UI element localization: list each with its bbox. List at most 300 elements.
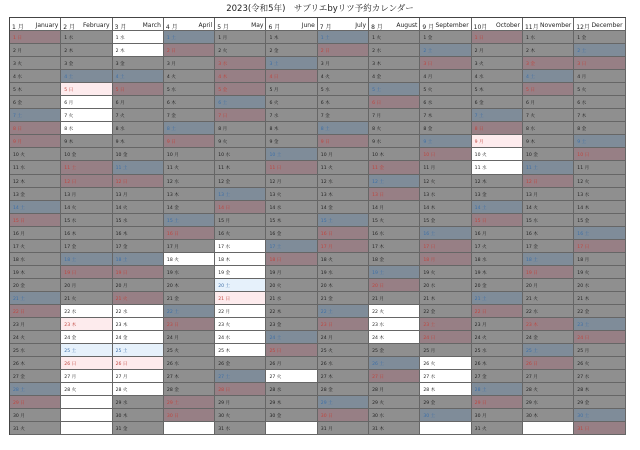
day-cell[interactable] (61, 331, 112, 344)
day-cell[interactable] (215, 357, 266, 370)
day-cell[interactable] (61, 188, 112, 201)
day-cell[interactable] (523, 370, 574, 383)
day-cell[interactable] (266, 266, 317, 279)
day-cell[interactable] (523, 161, 574, 174)
day-cell[interactable] (369, 31, 420, 44)
day-cell[interactable] (574, 240, 625, 253)
day-cell[interactable] (472, 383, 523, 396)
day-cell[interactable] (574, 253, 625, 266)
day-cell[interactable] (10, 148, 61, 161)
day-cell[interactable] (61, 83, 112, 96)
day-cell[interactable] (523, 96, 574, 109)
day-cell[interactable] (318, 422, 369, 435)
day-cell[interactable] (318, 331, 369, 344)
day-cell[interactable] (420, 83, 471, 96)
day-cell[interactable] (369, 253, 420, 266)
day-cell[interactable] (266, 83, 317, 96)
day-cell[interactable] (472, 318, 523, 331)
day-cell[interactable] (164, 292, 215, 305)
day-cell[interactable] (574, 175, 625, 188)
day-cell[interactable] (61, 357, 112, 370)
day-cell[interactable] (61, 122, 112, 135)
day-cell[interactable] (369, 148, 420, 161)
day-cell[interactable] (164, 344, 215, 357)
day-cell[interactable] (318, 396, 369, 409)
day-cell[interactable] (164, 331, 215, 344)
day-cell[interactable] (420, 357, 471, 370)
day-cell[interactable] (215, 279, 266, 292)
day-cell[interactable] (472, 266, 523, 279)
day-cell[interactable] (523, 318, 574, 331)
day-cell[interactable] (266, 109, 317, 122)
day-cell[interactable] (574, 344, 625, 357)
day-cell[interactable] (369, 214, 420, 227)
day-cell[interactable] (164, 70, 215, 83)
day-cell[interactable] (472, 331, 523, 344)
day-cell[interactable] (420, 396, 471, 409)
day-cell[interactable] (369, 96, 420, 109)
day-cell[interactable] (164, 109, 215, 122)
day-cell[interactable] (472, 344, 523, 357)
day-cell[interactable] (318, 83, 369, 96)
day-cell[interactable] (10, 214, 61, 227)
day-cell[interactable] (318, 240, 369, 253)
day-cell[interactable] (113, 292, 164, 305)
day-cell[interactable] (523, 279, 574, 292)
day-cell[interactable] (574, 161, 625, 174)
day-cell[interactable] (318, 148, 369, 161)
day-cell[interactable] (164, 96, 215, 109)
day-cell[interactable] (420, 109, 471, 122)
day-cell[interactable] (523, 305, 574, 318)
day-cell[interactable] (369, 370, 420, 383)
day-cell[interactable] (10, 122, 61, 135)
day-cell[interactable] (318, 344, 369, 357)
day-cell[interactable] (113, 161, 164, 174)
day-cell[interactable] (523, 83, 574, 96)
day-cell[interactable] (266, 370, 317, 383)
day-cell[interactable] (266, 70, 317, 83)
day-cell[interactable] (523, 188, 574, 201)
day-cell[interactable] (369, 188, 420, 201)
day-cell[interactable] (164, 83, 215, 96)
day-cell[interactable] (574, 44, 625, 57)
day-cell[interactable] (61, 240, 112, 253)
day-cell[interactable] (523, 383, 574, 396)
day-cell[interactable] (215, 44, 266, 57)
day-cell[interactable] (113, 305, 164, 318)
day-cell[interactable] (10, 409, 61, 422)
day-cell[interactable] (318, 161, 369, 174)
day-cell[interactable] (574, 57, 625, 70)
day-cell[interactable] (215, 344, 266, 357)
day-cell[interactable] (318, 109, 369, 122)
day-cell[interactable] (574, 31, 625, 44)
day-cell[interactable] (318, 57, 369, 70)
day-cell[interactable] (266, 188, 317, 201)
day-cell[interactable] (215, 31, 266, 44)
day-cell[interactable] (113, 370, 164, 383)
day-cell[interactable] (61, 214, 112, 227)
day-cell[interactable] (61, 383, 112, 396)
day-cell[interactable] (61, 318, 112, 331)
day-cell[interactable] (369, 227, 420, 240)
day-cell[interactable] (369, 44, 420, 57)
day-cell[interactable] (472, 305, 523, 318)
day-cell[interactable] (420, 148, 471, 161)
day-cell[interactable] (113, 279, 164, 292)
day-cell[interactable] (10, 383, 61, 396)
day-cell[interactable] (472, 292, 523, 305)
day-cell[interactable] (113, 318, 164, 331)
day-cell[interactable] (574, 148, 625, 161)
day-cell[interactable] (574, 135, 625, 148)
day-cell[interactable] (113, 409, 164, 422)
day-cell[interactable] (215, 96, 266, 109)
day-cell[interactable] (113, 253, 164, 266)
day-cell[interactable] (574, 279, 625, 292)
day-cell[interactable] (420, 292, 471, 305)
day-cell[interactable] (215, 57, 266, 70)
day-cell[interactable] (472, 96, 523, 109)
day-cell[interactable] (266, 383, 317, 396)
day-cell[interactable] (164, 240, 215, 253)
day-cell[interactable] (164, 266, 215, 279)
day-cell[interactable] (420, 70, 471, 83)
day-cell[interactable] (318, 409, 369, 422)
day-cell[interactable] (523, 148, 574, 161)
day-cell[interactable] (215, 396, 266, 409)
day-cell[interactable] (318, 96, 369, 109)
day-cell[interactable] (523, 214, 574, 227)
day-cell[interactable] (369, 344, 420, 357)
day-cell[interactable] (420, 370, 471, 383)
day-cell[interactable] (61, 70, 112, 83)
day-cell[interactable] (10, 305, 61, 318)
day-cell[interactable] (574, 266, 625, 279)
day-cell[interactable] (10, 422, 61, 435)
day-cell[interactable] (215, 409, 266, 422)
day-cell[interactable] (523, 135, 574, 148)
day-cell[interactable] (266, 331, 317, 344)
day-cell[interactable] (266, 344, 317, 357)
day-cell[interactable] (420, 161, 471, 174)
day-cell[interactable] (61, 109, 112, 122)
day-cell[interactable] (369, 318, 420, 331)
day-cell[interactable] (523, 31, 574, 44)
day-cell[interactable] (574, 357, 625, 370)
day-cell[interactable] (523, 409, 574, 422)
day-cell[interactable] (472, 83, 523, 96)
day-cell[interactable] (10, 227, 61, 240)
day-cell[interactable] (574, 331, 625, 344)
day-cell[interactable] (472, 135, 523, 148)
day-cell[interactable] (369, 57, 420, 70)
day-cell[interactable] (113, 70, 164, 83)
day-cell[interactable] (472, 175, 523, 188)
day-cell[interactable] (369, 279, 420, 292)
day-cell[interactable] (215, 148, 266, 161)
day-cell[interactable] (420, 240, 471, 253)
day-cell[interactable] (113, 383, 164, 396)
day-cell[interactable] (164, 305, 215, 318)
day-cell[interactable] (164, 409, 215, 422)
day-cell[interactable] (574, 201, 625, 214)
day-cell[interactable] (266, 214, 317, 227)
day-cell[interactable] (10, 135, 61, 148)
day-cell[interactable] (369, 266, 420, 279)
day-cell[interactable] (369, 292, 420, 305)
day-cell[interactable] (369, 240, 420, 253)
day-cell[interactable] (420, 344, 471, 357)
day-cell[interactable] (215, 331, 266, 344)
day-cell[interactable] (113, 83, 164, 96)
day-cell[interactable] (472, 122, 523, 135)
day-cell[interactable] (266, 305, 317, 318)
day-cell[interactable] (10, 201, 61, 214)
day-cell[interactable] (318, 357, 369, 370)
day-cell[interactable] (215, 266, 266, 279)
day-cell[interactable] (164, 175, 215, 188)
day-cell[interactable] (164, 188, 215, 201)
day-cell[interactable] (10, 175, 61, 188)
day-cell[interactable] (472, 148, 523, 161)
day-cell[interactable] (215, 201, 266, 214)
day-cell[interactable] (472, 70, 523, 83)
day-cell[interactable] (61, 31, 112, 44)
day-cell[interactable] (10, 396, 61, 409)
day-cell[interactable] (10, 57, 61, 70)
day-cell[interactable] (420, 305, 471, 318)
day-cell[interactable] (523, 240, 574, 253)
day-cell[interactable] (113, 227, 164, 240)
day-cell[interactable] (164, 31, 215, 44)
day-cell[interactable] (164, 357, 215, 370)
day-cell[interactable] (113, 109, 164, 122)
day-cell[interactable] (420, 135, 471, 148)
day-cell[interactable] (420, 266, 471, 279)
day-cell[interactable] (113, 135, 164, 148)
day-cell[interactable] (61, 148, 112, 161)
day-cell[interactable] (318, 122, 369, 135)
day-cell[interactable] (266, 148, 317, 161)
day-cell[interactable] (472, 188, 523, 201)
day-cell[interactable] (215, 188, 266, 201)
day-cell[interactable] (10, 357, 61, 370)
day-cell[interactable] (472, 227, 523, 240)
day-cell[interactable] (472, 370, 523, 383)
day-cell[interactable] (266, 227, 317, 240)
day-cell[interactable] (369, 161, 420, 174)
day-cell[interactable] (215, 383, 266, 396)
day-cell[interactable] (523, 357, 574, 370)
day-cell[interactable] (574, 396, 625, 409)
day-cell[interactable] (472, 409, 523, 422)
day-cell[interactable] (318, 135, 369, 148)
day-cell[interactable] (61, 370, 112, 383)
day-cell[interactable] (10, 253, 61, 266)
day-cell[interactable] (164, 148, 215, 161)
day-cell[interactable] (215, 227, 266, 240)
day-cell[interactable] (472, 201, 523, 214)
day-cell[interactable] (523, 175, 574, 188)
day-cell[interactable] (318, 201, 369, 214)
day-cell[interactable] (61, 57, 112, 70)
day-cell[interactable] (369, 396, 420, 409)
day-cell[interactable] (113, 96, 164, 109)
day-cell[interactable] (420, 57, 471, 70)
day-cell[interactable] (318, 70, 369, 83)
day-cell[interactable] (318, 279, 369, 292)
day-cell[interactable] (266, 44, 317, 57)
day-cell[interactable] (574, 188, 625, 201)
day-cell[interactable] (113, 357, 164, 370)
day-cell[interactable] (61, 253, 112, 266)
day-cell[interactable] (420, 331, 471, 344)
day-cell[interactable] (215, 214, 266, 227)
day-cell[interactable] (113, 396, 164, 409)
day-cell[interactable] (215, 135, 266, 148)
day-cell[interactable] (318, 253, 369, 266)
day-cell[interactable] (369, 409, 420, 422)
day-cell[interactable] (369, 201, 420, 214)
day-cell[interactable] (369, 305, 420, 318)
day-cell[interactable] (420, 214, 471, 227)
day-cell[interactable] (61, 44, 112, 57)
day-cell[interactable] (113, 148, 164, 161)
day-cell[interactable] (113, 201, 164, 214)
day-cell[interactable] (266, 31, 317, 44)
day-cell[interactable] (523, 292, 574, 305)
day-cell[interactable] (61, 279, 112, 292)
day-cell[interactable] (215, 253, 266, 266)
day-cell[interactable] (164, 214, 215, 227)
day-cell[interactable] (61, 161, 112, 174)
day-cell[interactable] (215, 318, 266, 331)
day-cell[interactable] (574, 122, 625, 135)
day-cell[interactable] (523, 266, 574, 279)
day-cell[interactable] (164, 370, 215, 383)
day-cell[interactable] (574, 227, 625, 240)
day-cell[interactable] (215, 422, 266, 435)
day-cell[interactable] (318, 383, 369, 396)
day-cell[interactable] (164, 396, 215, 409)
day-cell[interactable] (574, 318, 625, 331)
day-cell[interactable] (266, 96, 317, 109)
day-cell[interactable] (369, 357, 420, 370)
day-cell[interactable] (164, 161, 215, 174)
day-cell[interactable] (420, 318, 471, 331)
day-cell[interactable] (164, 201, 215, 214)
day-cell[interactable] (472, 396, 523, 409)
day-cell[interactable] (574, 383, 625, 396)
day-cell[interactable] (113, 422, 164, 435)
day-cell[interactable] (113, 188, 164, 201)
day-cell[interactable] (266, 253, 317, 266)
day-cell[interactable] (10, 109, 61, 122)
day-cell[interactable] (523, 70, 574, 83)
day-cell[interactable] (10, 266, 61, 279)
day-cell[interactable] (574, 70, 625, 83)
day-cell[interactable] (420, 175, 471, 188)
day-cell[interactable] (523, 396, 574, 409)
day-cell[interactable] (10, 279, 61, 292)
day-cell[interactable] (266, 135, 317, 148)
day-cell[interactable] (113, 31, 164, 44)
day-cell[interactable] (318, 175, 369, 188)
day-cell[interactable] (369, 83, 420, 96)
day-cell[interactable] (215, 109, 266, 122)
day-cell[interactable] (369, 109, 420, 122)
day-cell[interactable] (266, 161, 317, 174)
day-cell[interactable] (318, 227, 369, 240)
day-cell[interactable] (164, 57, 215, 70)
day-cell[interactable] (266, 175, 317, 188)
day-cell[interactable] (318, 266, 369, 279)
day-cell[interactable] (574, 305, 625, 318)
day-cell[interactable] (523, 57, 574, 70)
day-cell[interactable] (369, 135, 420, 148)
day-cell[interactable] (61, 227, 112, 240)
day-cell[interactable] (266, 318, 317, 331)
day-cell[interactable] (10, 370, 61, 383)
day-cell[interactable] (164, 122, 215, 135)
day-cell[interactable] (420, 227, 471, 240)
day-cell[interactable] (472, 214, 523, 227)
day-cell[interactable] (113, 214, 164, 227)
day-cell[interactable] (318, 305, 369, 318)
day-cell[interactable] (523, 44, 574, 57)
day-cell[interactable] (472, 57, 523, 70)
day-cell[interactable] (113, 331, 164, 344)
day-cell[interactable] (318, 44, 369, 57)
day-cell[interactable] (164, 227, 215, 240)
day-cell[interactable] (61, 96, 112, 109)
day-cell[interactable] (523, 201, 574, 214)
day-cell[interactable] (574, 109, 625, 122)
day-cell[interactable] (574, 214, 625, 227)
day-cell[interactable] (10, 161, 61, 174)
day-cell[interactable] (10, 292, 61, 305)
day-cell[interactable] (318, 31, 369, 44)
day-cell[interactable] (10, 240, 61, 253)
day-cell[interactable] (164, 318, 215, 331)
day-cell[interactable] (61, 201, 112, 214)
day-cell[interactable] (472, 44, 523, 57)
day-cell[interactable] (215, 240, 266, 253)
day-cell[interactable] (472, 279, 523, 292)
day-cell[interactable] (113, 240, 164, 253)
day-cell[interactable] (61, 305, 112, 318)
day-cell[interactable] (164, 253, 215, 266)
day-cell[interactable] (574, 292, 625, 305)
day-cell[interactable] (472, 240, 523, 253)
day-cell[interactable] (164, 383, 215, 396)
day-cell[interactable] (10, 318, 61, 331)
day-cell[interactable] (215, 83, 266, 96)
day-cell[interactable] (266, 396, 317, 409)
day-cell[interactable] (266, 57, 317, 70)
day-cell[interactable] (420, 122, 471, 135)
day-cell[interactable] (266, 357, 317, 370)
day-cell[interactable] (369, 383, 420, 396)
day-cell[interactable] (215, 161, 266, 174)
day-cell[interactable] (113, 175, 164, 188)
day-cell[interactable] (215, 122, 266, 135)
day-cell[interactable] (420, 31, 471, 44)
day-cell[interactable] (369, 175, 420, 188)
day-cell[interactable] (215, 292, 266, 305)
